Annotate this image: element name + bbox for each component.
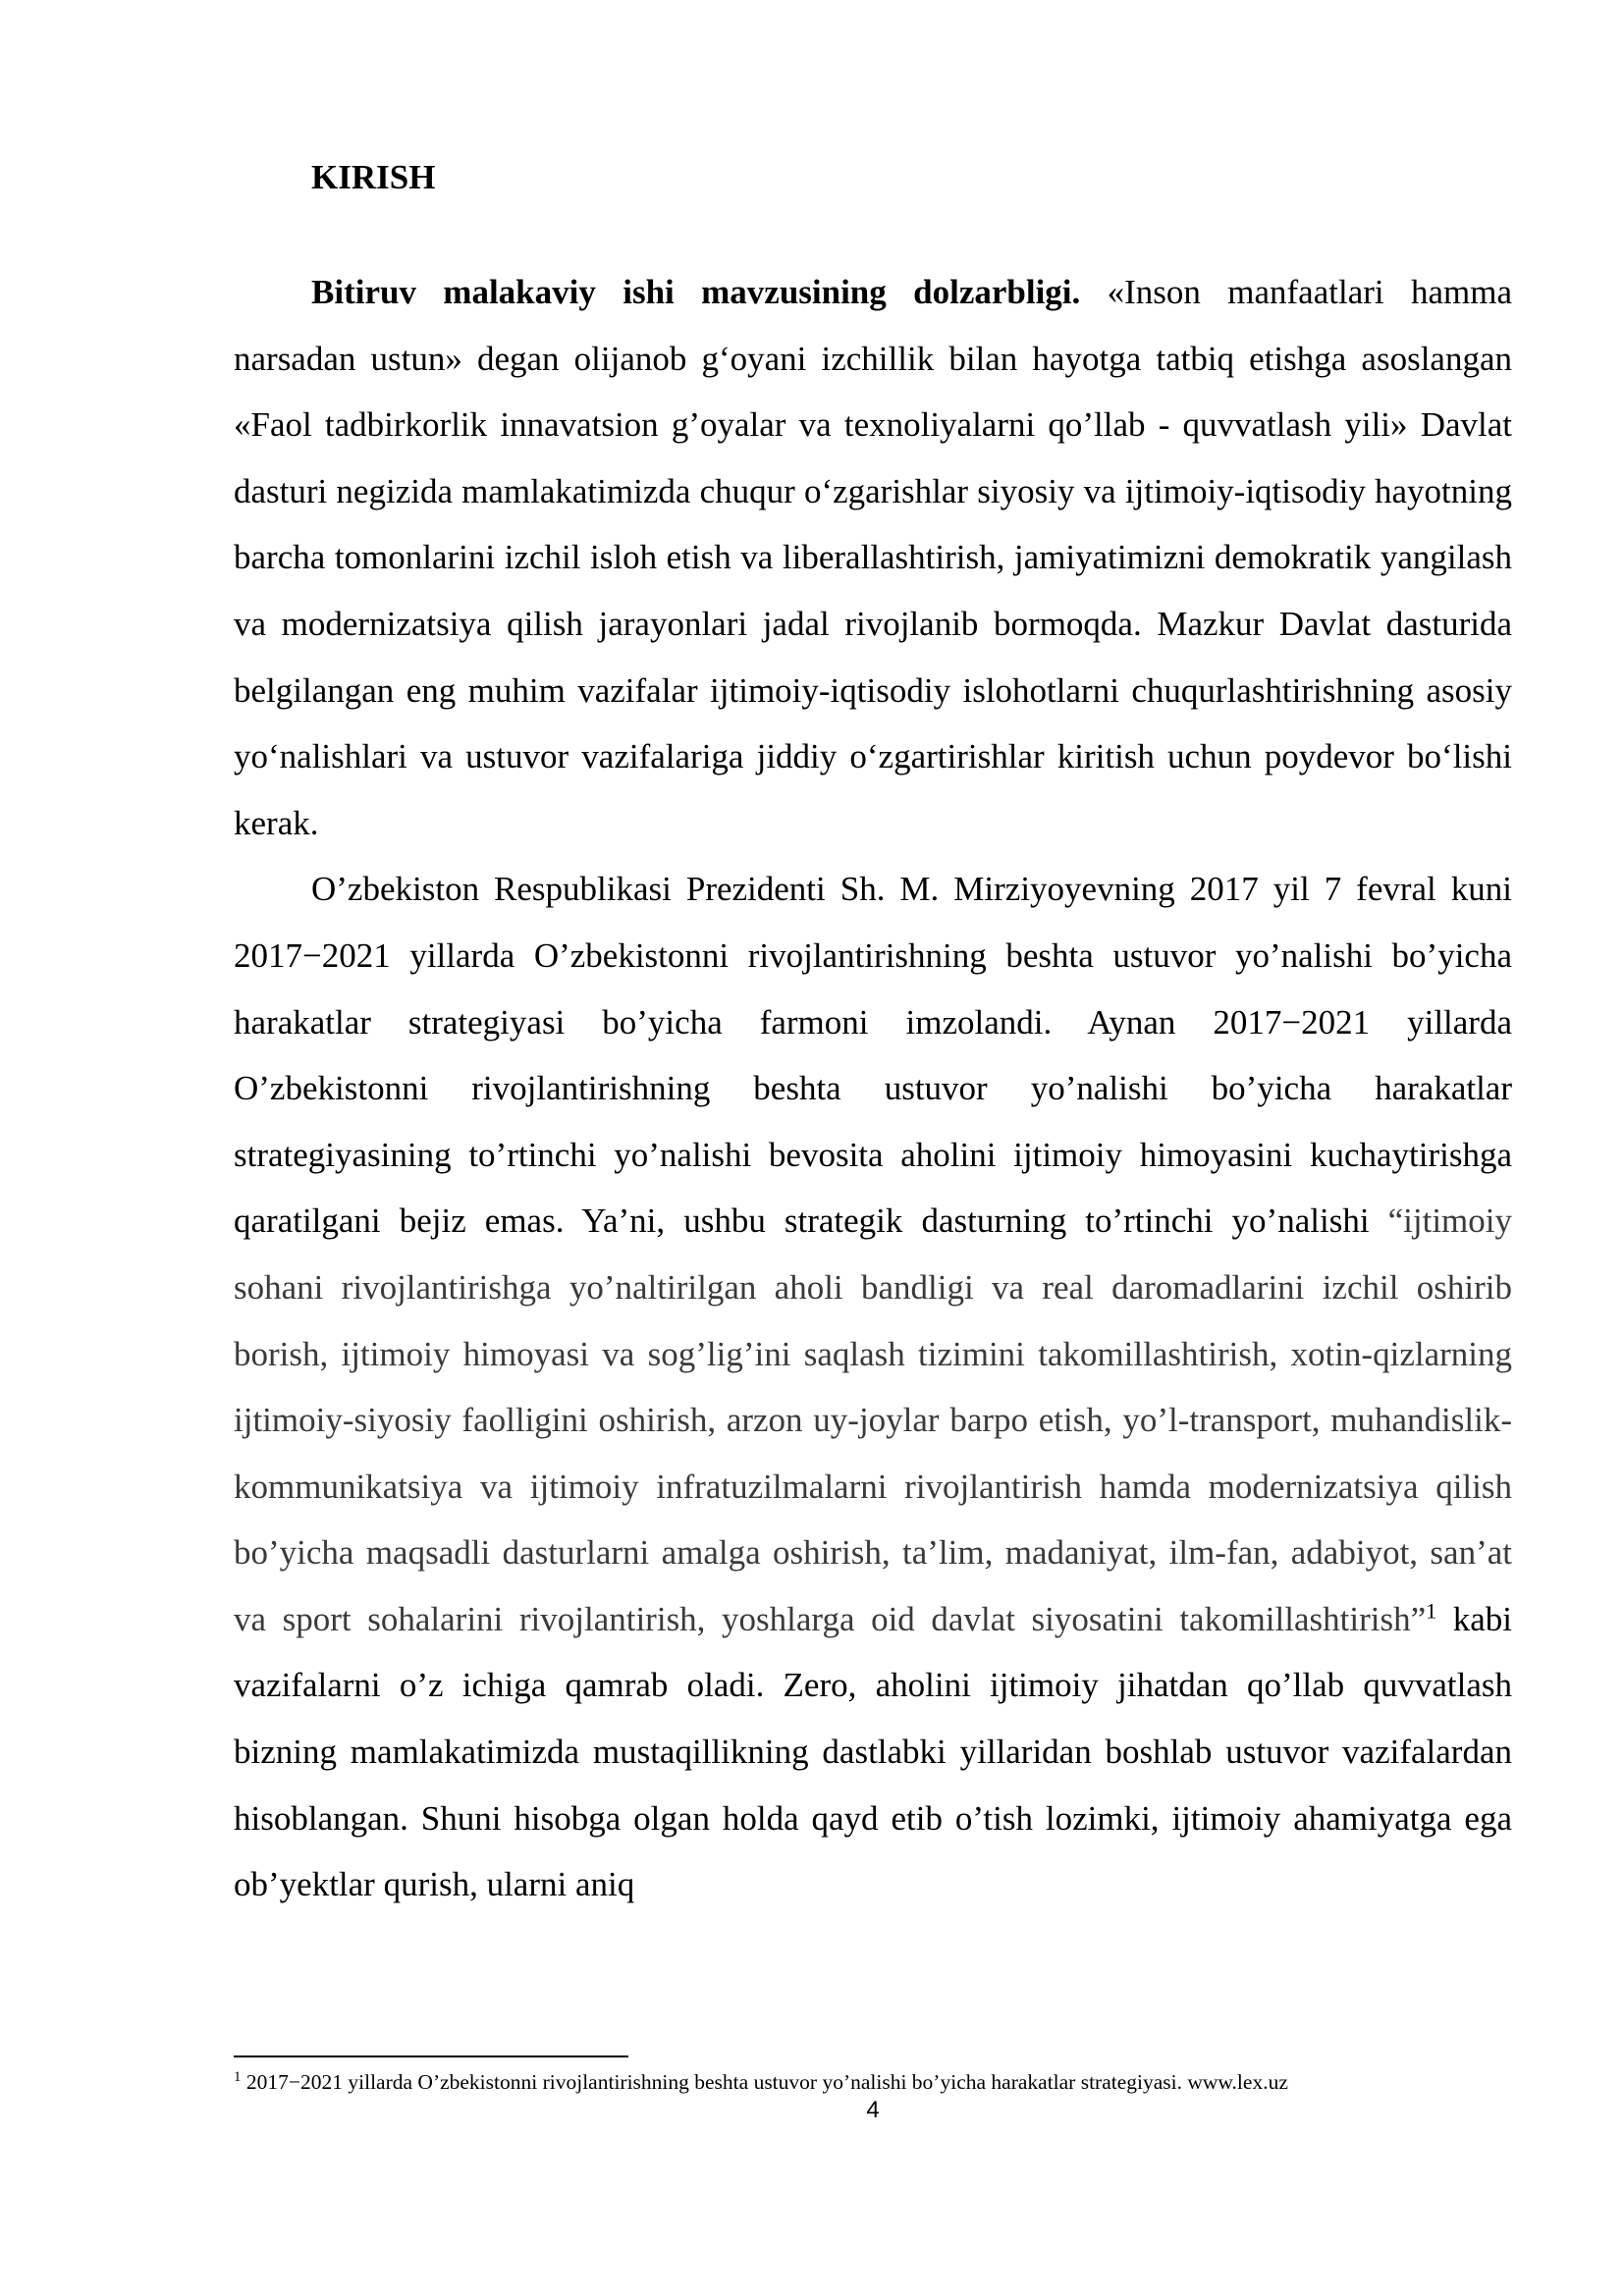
- footnote-number: 1: [234, 2068, 242, 2085]
- strategy-text: O’zbekiston Respublikasi Prezidenti Sh. M. Mirziyoyevning 2017 yil 7 fevral kuni 2017−2021 yillarda O’zbekistonni rivojlantirishning beshta ustuvor yo’nalishi bo’yicha harakatlar strategiyasi bo’yicha farmoni imzolandi. Aynan 2017−2021 yillarda O’zbekistonni rivojlantirishning beshta ustuvor yo’nalishi bo’yicha harakatlar strategiyasining to’rtinchi yo’nalishi bevosita aholini ijtimoiy himoyasini kuchaytirishga qaratilgani bejiz emas. Ya’ni, ushbu strategik dasturning to’rtinchi yo’nalishi: [234, 870, 1512, 1241]
- body-text: [234, 259, 1512, 1918]
- footnote-separator: [234, 2056, 628, 2057]
- relevance-text: «Inson manfaatlari hamma narsadan ustun» degan olijanob g‘oyani izchillik bilan hayotga tatbiq etishga asoslangan «Faol tadbirkorlik innavatsion g’oyalar va texnoliyalarni qo’llab - quvvatlash yili» Davlat dasturi negizida mamlakatimizda chuqur o‘zgarishlar siyosiy va ijtimoiy-iqtisodiy hayotning barcha tomonlarini izchil isloh etish va liberallashtirish, jamiyatimizni demokratik yangilash va modernizatsiya qilish jarayonlari jadal rivojlanib bormoqda. Mazkur Davlat dasturida belgilangan eng muhim vazifalar ijtimoiy-iqtisodiy islohotlarni chuqurlashtirishning asosiy yo‘nalishlari va ustuvor vazifalariga jiddiy o‘zgartirishlar kiritish uchun poydevor bo‘lishi kerak.: [234, 273, 1512, 842]
- footnote: [234, 2067, 1512, 2097]
- paragraph-relevance: [234, 259, 1512, 856]
- section-heading: KIRISH: [311, 158, 436, 196]
- footnote-reference[interactable]: 1: [1426, 1598, 1437, 1624]
- relevance-lead: Bitiruv malakaviy ishi mavzusining dolzarbligi.: [311, 273, 1081, 311]
- strategy-text-continued: kabi vazifalarni o’z ichiga qamrab oladi. Zero, aholini ijtimoiy jihatdan qo’llab quvvatlash bizning mamlakatimizda mustaqillikning dastlabki yillaridan boshlab ustuvor vazifalardan hisoblangan. Shuni hisobga olgan holda qayd etib o’tish lozimki, ijtimoiy ahamiyatga ega ob’yektlar qurish, ularni aniq: [234, 1599, 1512, 1904]
- page-number: 4: [866, 2097, 880, 2123]
- strategy-quote: “ijtimoiy sohani rivojlantirishga yo’naltirilgan aholi bandligi va real daromadlarini izchil oshirib borish, ijtimoiy himoyasi va sog’lig’ini saqlash tizimini takomillashtirish, xotin-qizlarning ijtimoiy-siyosiy faolligini oshirish, arzon uy-joylar barpo etish, yo’l-transport, muhandislik-kommunikatsiya va ijtimoiy infratuzilmalarni rivojlantirish hamda modernizatsiya qilish bo’yicha maqsadli dasturlarni amalga oshirish, ta’lim, madaniyat, ilm-fan, adabiyot, san’at va sport sohalarini rivojlantirish, yoshlarga oid davlat siyosatini takomillashtirish”: [234, 1201, 1512, 1638]
- footnote-text: 2017−2021 yillarda O’zbekistonni rivojlantirishning beshta ustuvor yo’nalishi bo’yicha harakatlar strategiyasi. www.lex.uz: [241, 2070, 1288, 2094]
- paragraph-strategy: [234, 856, 1512, 1918]
